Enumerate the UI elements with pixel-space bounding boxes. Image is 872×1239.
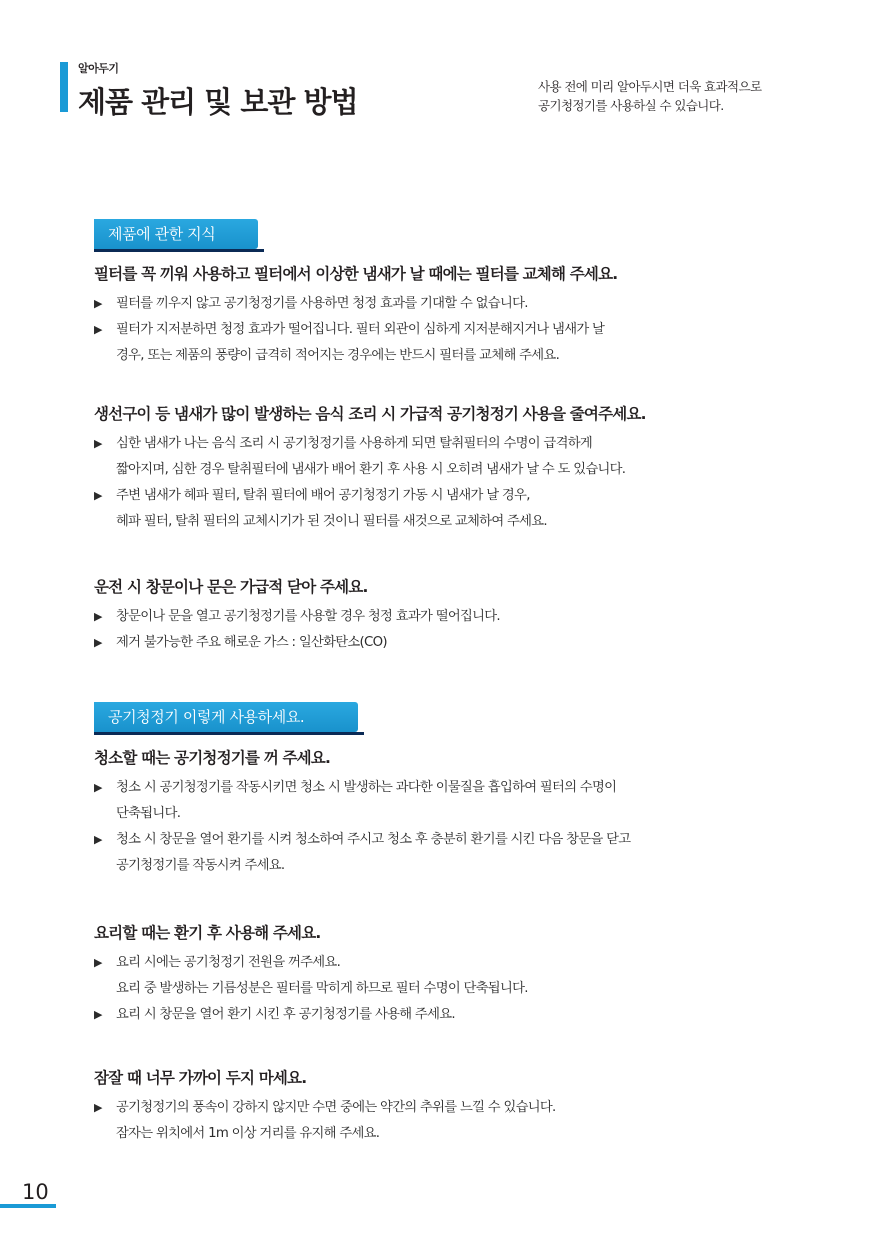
bullet-item (94, 483, 794, 535)
bullet-item (94, 604, 794, 630)
bullet-line: 창문이나 문을 열고 공기청정기를 사용할 경우 청정 효과가 떨어집니다. (116, 609, 500, 624)
section-tab-product-knowledge: 제품에 관한 지식 (94, 219, 258, 249)
section-1-content (94, 576, 794, 656)
bullet-item (94, 1095, 794, 1147)
group-heading: 생선구이 등 냄새가 많이 발생하는 음식 조리 시 가급적 공기청정기 사용을 줄여주세요. (94, 405, 646, 423)
bullet-arrow-icon: ▶ (94, 833, 102, 846)
header-accent-bar (60, 62, 68, 112)
bullet-line: 청소 시 창문을 열어 환기를 시켜 청소하여 주시고 청소 후 충분히 환기를 시킨 다음 창문을 닫고 (116, 832, 631, 847)
bullet-item (94, 827, 794, 879)
bullet-line: 필터를 끼우지 않고 공기청정기를 사용하면 청정 효과를 기대할 수 없습니다. (116, 296, 528, 311)
group-heading: 운전 시 창문이나 문은 가급적 닫아 주세요. (94, 578, 368, 596)
bullet-line: 짧아지며, 심한 경우 탈취필터에 냄새가 배어 환기 후 사용 시 오히려 냄새가 날 수 도 있습니다. (116, 462, 626, 477)
bullet-item (94, 291, 794, 317)
page-title: 제품 관리 및 보관 방법 (78, 85, 358, 119)
bullet-item (94, 317, 794, 369)
header-description-line: 사용 전에 미리 알아두시면 더욱 효과적으로 (538, 79, 762, 94)
section-2-content (94, 922, 794, 1028)
header-kicker: 알아두기 (78, 62, 119, 75)
bullet-arrow-icon: ▶ (94, 636, 102, 649)
bullet-line: 요리 시 창문을 열어 환기 시킨 후 공기청정기를 사용해 주세요. (116, 1007, 455, 1022)
bullet-item (94, 431, 794, 483)
bullet-line: 경우, 또는 제품의 풍량이 급격히 적어지는 경우에는 반드시 필터를 교체해 주세요. (116, 348, 560, 363)
bullet-line: 제거 불가능한 주요 해로운 가스 : 일산화탄소(CO) (116, 635, 387, 650)
bullet-line: 단축됩니다. (116, 806, 181, 821)
bullet-arrow-icon: ▶ (94, 489, 102, 502)
bullet-line: 심한 냄새가 나는 음식 조리 시 공기청정기를 사용하게 되면 탈취필터의 수명이 급격하게 (116, 436, 593, 451)
bullet-line: 헤파 필터, 탈취 필터의 교체시기가 된 것이니 필터를 새것으로 교체하여 주세요. (116, 514, 547, 529)
bullet-arrow-icon: ▶ (94, 1008, 102, 1021)
section-2-content (94, 1067, 794, 1147)
bullet-line: 주변 냄새가 헤파 필터, 탈취 필터에 배어 공기청정기 가동 시 냄새가 날 경우, (116, 488, 530, 503)
group-heading: 잠잘 때 너무 가까이 두지 마세요. (94, 1069, 307, 1087)
bullet-arrow-icon: ▶ (94, 297, 102, 310)
group-heading: 요리할 때는 환기 후 사용해 주세요. (94, 924, 321, 942)
bullet-line: 필터가 지저분하면 청정 효과가 떨어집니다. 필터 외관이 심하게 지저분해지거나 냄새가 날 (116, 322, 605, 337)
bullet-item (94, 630, 794, 656)
bullet-line: 청소 시 공기청정기를 작동시키면 청소 시 발생하는 과다한 이물질을 흡입하여 필터의 수명이 (116, 780, 617, 795)
bullet-arrow-icon: ▶ (94, 956, 102, 969)
group-heading: 청소할 때는 공기청정기를 꺼 주세요. (94, 749, 331, 767)
bullet-item (94, 950, 794, 1002)
section-tab-usage-tips: 공기청정기 이렇게 사용하세요. (94, 702, 358, 732)
bullet-line: 잠자는 위치에서 1m 이상 거리를 유지해 주세요. (116, 1126, 380, 1141)
group-heading: 필터를 꼭 끼워 사용하고 필터에서 이상한 냄새가 날 때에는 필터를 교체해 주세요. (94, 265, 618, 283)
section-2-content (94, 747, 794, 879)
bullet-line: 요리 중 발생하는 기름성분은 필터를 막히게 하므로 필터 수명이 단축됩니다. (116, 981, 528, 996)
bullet-arrow-icon: ▶ (94, 437, 102, 450)
section-1-content (94, 263, 794, 369)
bullet-item (94, 1002, 794, 1028)
bullet-item (94, 775, 794, 827)
header-description-line: 공기청정기를 사용하실 수 있습니다. (538, 98, 724, 113)
header-description (538, 77, 761, 115)
bullet-arrow-icon: ▶ (94, 1101, 102, 1114)
section-1-content (94, 403, 794, 535)
bullet-line: 요리 시에는 공기청정기 전원을 꺼주세요. (116, 955, 341, 970)
bullet-arrow-icon: ▶ (94, 323, 102, 336)
bullet-arrow-icon: ▶ (94, 781, 102, 794)
page-number-underline (0, 1204, 56, 1208)
bullet-line: 공기청정기를 작동시켜 주세요. (116, 858, 285, 873)
bullet-line: 공기청정기의 풍속이 강하지 않지만 수면 중에는 약간의 추위를 느낄 수 있습니다. (116, 1100, 556, 1115)
bullet-arrow-icon: ▶ (94, 610, 102, 623)
page-number: 10 (22, 1180, 49, 1204)
